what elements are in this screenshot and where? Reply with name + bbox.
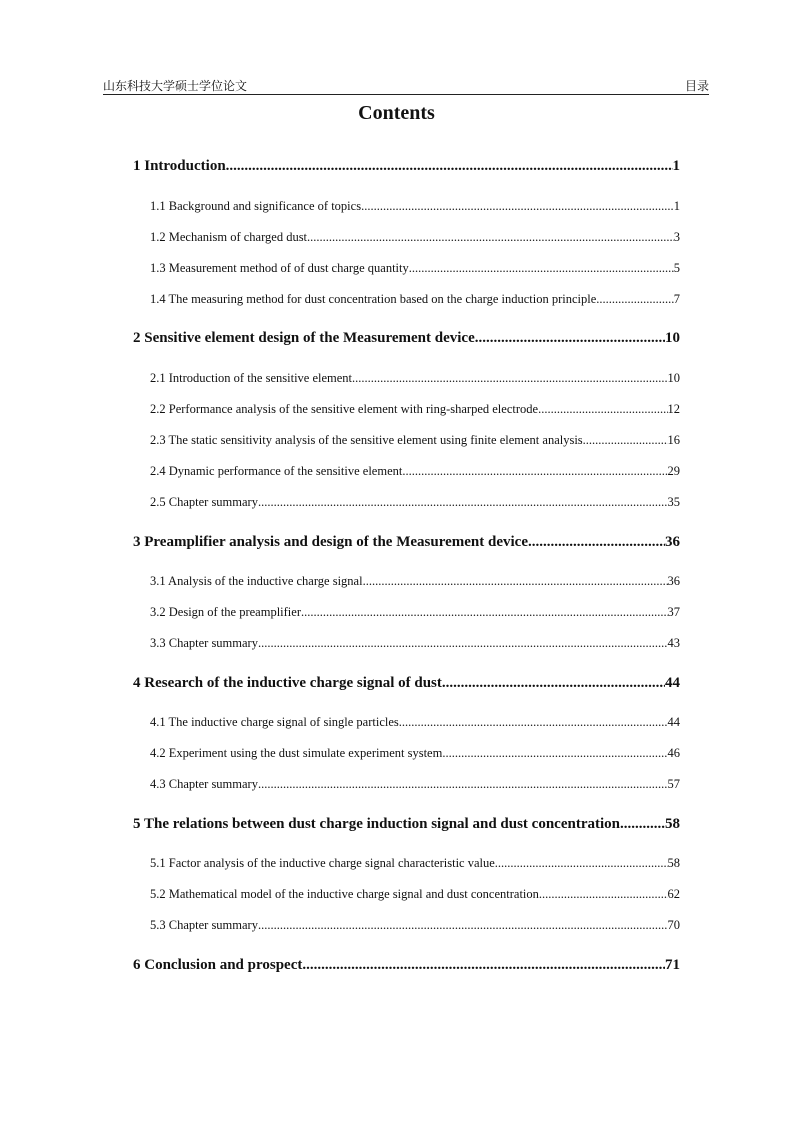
dot-leader xyxy=(307,230,674,245)
toc-chapter-4[interactable] xyxy=(133,675,680,692)
dot-leader xyxy=(583,433,668,448)
dot-leader xyxy=(258,495,668,510)
toc-entry-label: 4.1 The inductive charge signal of single particles xyxy=(150,715,399,729)
dot-leader xyxy=(596,292,673,307)
toc-chapter-3[interactable] xyxy=(133,534,680,551)
toc-entry-label: 3.3 Chapter summary xyxy=(150,636,258,650)
dot-leader xyxy=(442,675,665,692)
dot-leader xyxy=(442,746,667,761)
toc-section-5-2[interactable] xyxy=(150,887,680,902)
toc-page-number: 46 xyxy=(667,746,680,760)
toc-page-number: 43 xyxy=(667,636,680,650)
toc-entry-label: 1.3 Measurement method of of dust charge quantity xyxy=(150,261,409,275)
toc-section-3-1[interactable] xyxy=(150,574,680,589)
toc-entry-label: 4.2 Experiment using the dust simulate experiment system xyxy=(150,746,443,760)
toc-page-number: 7 xyxy=(673,292,680,306)
toc-page-number: 10 xyxy=(665,330,680,346)
toc-page-number: 70 xyxy=(667,918,680,932)
dot-leader xyxy=(363,574,668,589)
toc-page-number: 5 xyxy=(673,261,680,275)
toc-entry-label: 1.1 Background and significance of topics xyxy=(150,199,362,213)
toc-entry-label: 4.3 Chapter summary xyxy=(150,777,258,791)
toc-section-3-2[interactable] xyxy=(150,605,680,620)
toc-section-2-3[interactable] xyxy=(150,433,680,448)
toc-page-number: 36 xyxy=(665,534,680,550)
toc-page-number: 58 xyxy=(667,856,680,870)
toc-entry-label: 2.4 Dynamic performance of the sensitive element xyxy=(150,464,403,478)
dot-leader xyxy=(538,402,667,417)
toc-entry-label: 2 Sensitive element design of the Measurement device xyxy=(133,330,475,346)
toc-section-2-1[interactable] xyxy=(150,371,680,386)
toc-entry-label: 6 Conclusion and prospect xyxy=(133,957,303,973)
toc-section-1-3[interactable] xyxy=(150,261,680,276)
toc-section-4-2[interactable] xyxy=(150,746,680,761)
toc-section-1-1[interactable] xyxy=(150,199,680,214)
running-header xyxy=(103,76,709,95)
toc-page-number: 10 xyxy=(667,371,680,385)
toc-page-number: 37 xyxy=(667,605,680,619)
toc-section-3-3[interactable] xyxy=(150,636,680,651)
toc-entry-label: 1 Introduction xyxy=(133,158,226,174)
toc-page-number: 57 xyxy=(667,777,680,791)
dot-leader xyxy=(301,605,668,620)
toc-entry-label: 5.1 Factor analysis of the inductive charge signal characteristic value xyxy=(150,856,495,870)
toc-entry-label: 2.3 The static sensitivity analysis of the sensitive element using finite element analysis xyxy=(150,433,583,447)
toc-page-number: 3 xyxy=(673,230,680,244)
toc-chapter-5[interactable] xyxy=(133,816,680,833)
toc-entry-label: 1.2 Mechanism of charged dust xyxy=(150,230,308,244)
toc-entry-label: 2.1 Introduction of the sensitive element xyxy=(150,371,353,385)
toc-chapter-6[interactable] xyxy=(133,957,680,974)
toc-page-number: 12 xyxy=(667,402,680,416)
dot-leader xyxy=(361,199,674,214)
dot-leader xyxy=(409,261,674,276)
toc-entry-label: 2.5 Chapter summary xyxy=(150,495,258,509)
toc-page-number: 1 xyxy=(672,158,680,174)
toc-section-4-1[interactable] xyxy=(150,715,680,730)
page-title: Contents xyxy=(358,102,435,124)
toc-page-number: 1 xyxy=(673,199,680,213)
toc-page-number: 36 xyxy=(667,574,680,588)
toc-page-number: 16 xyxy=(667,433,680,447)
toc-chapter-2[interactable] xyxy=(133,330,680,347)
toc-entry-label: 3.1 Analysis of the inductive charge signal xyxy=(150,574,363,588)
dot-leader xyxy=(475,330,665,347)
toc-page-number: 62 xyxy=(667,887,680,901)
dot-leader xyxy=(302,957,665,974)
toc-section-5-3[interactable] xyxy=(150,918,680,933)
toc-entry-label: 1.4 The measuring method for dust concentration based on the charge induction principle xyxy=(150,292,597,306)
dot-leader xyxy=(539,887,668,902)
dot-leader xyxy=(226,158,673,175)
toc-section-2-5[interactable] xyxy=(150,495,680,510)
toc-page-number: 35 xyxy=(667,495,680,509)
dot-leader xyxy=(620,816,665,833)
toc-section-4-3[interactable] xyxy=(150,777,680,792)
toc-page-number: 58 xyxy=(665,816,680,832)
toc-entry-label: 3 Preamplifier analysis and design of the Measurement device xyxy=(133,534,528,550)
toc-section-2-2[interactable] xyxy=(150,402,680,417)
dot-leader xyxy=(258,918,668,933)
toc-entry-label: 5 The relations between dust charge induction signal and dust concentration xyxy=(133,816,620,832)
toc-entry-label: 2.2 Performance analysis of the sensitive element with ring-sharped electrode xyxy=(150,402,539,416)
dot-leader xyxy=(352,371,667,386)
toc-entry-label: 5.3 Chapter summary xyxy=(150,918,258,932)
toc-entry-label: 4 Research of the inductive charge signal of dust xyxy=(133,675,442,691)
toc-section-2-4[interactable] xyxy=(150,464,680,479)
toc-page-number: 71 xyxy=(665,957,680,973)
header-section-name: 目录 xyxy=(684,79,709,93)
dot-leader xyxy=(495,856,668,871)
header-thesis-name: 山东科技大学硕士学位论文 xyxy=(103,79,248,93)
dot-leader xyxy=(402,464,667,479)
toc-section-1-4[interactable] xyxy=(150,292,680,307)
toc-entry-label: 5.2 Mathematical model of the inductive charge signal and dust concentration xyxy=(150,887,539,901)
toc-section-5-1[interactable] xyxy=(150,856,680,871)
dot-leader xyxy=(399,715,668,730)
toc-page-number: 44 xyxy=(667,715,680,729)
toc-page-number: 44 xyxy=(665,675,680,691)
toc-section-1-2[interactable] xyxy=(150,230,680,245)
toc-page-number: 29 xyxy=(667,464,680,478)
dot-leader xyxy=(528,534,665,551)
toc-entry-label: 3.2 Design of the preamplifier xyxy=(150,605,301,619)
dot-leader xyxy=(258,777,668,792)
toc-chapter-1[interactable] xyxy=(133,158,680,175)
dot-leader xyxy=(258,636,668,651)
